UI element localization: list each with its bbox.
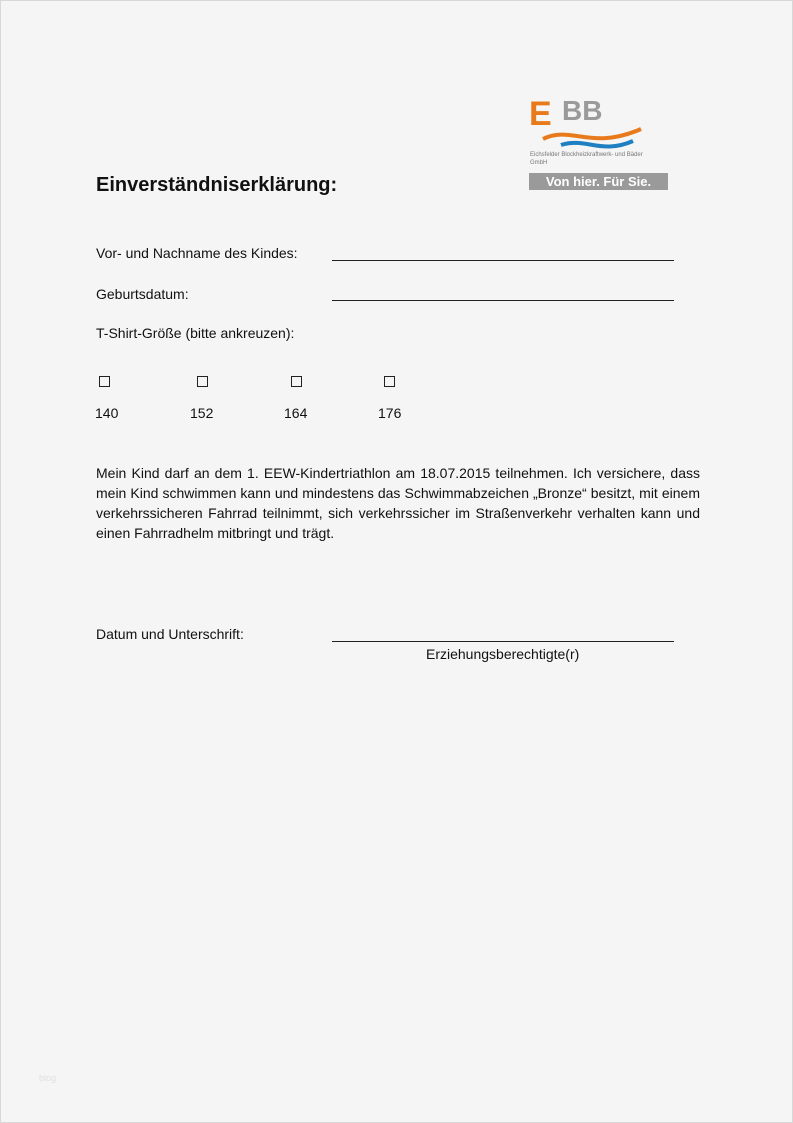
logo-company: Eichsfelder Blockheizkraftwerk- und Bäder GmbH — [530, 152, 643, 166]
signature-caption: Erziehungsberechtigte(r) — [426, 646, 580, 662]
name-label: Vor- und Nachname des Kindes: — [96, 245, 298, 261]
signature-field[interactable] — [332, 627, 674, 642]
shirt-label: T-Shirt-Größe (bitte ankreuzen): — [96, 325, 295, 341]
size-label: 164 — [284, 405, 308, 421]
logo-mark-e: E — [529, 95, 551, 133]
logo-mark-bb: BB — [562, 95, 603, 126]
name-field[interactable] — [332, 246, 674, 261]
watermark: blog — [39, 1073, 57, 1083]
logo-tagline: Von hier. Für Sie. — [529, 173, 668, 190]
logo-wave-icon — [541, 121, 646, 153]
page-title: Einverständniserklärung: — [96, 174, 338, 196]
size-label: 176 — [378, 405, 402, 421]
birth-label: Geburtsdatum: — [96, 286, 189, 302]
signature-label: Datum und Unterschrift: — [96, 626, 244, 642]
size-checkbox-176[interactable] — [384, 376, 395, 387]
size-label: 152 — [190, 405, 214, 421]
size-checkbox-140[interactable] — [99, 376, 110, 387]
size-checkbox-152[interactable] — [197, 376, 208, 387]
birth-field[interactable] — [332, 286, 674, 301]
consent-paragraph: Mein Kind darf an dem 1. EEW-Kindertriathlon am 18.07.2015 teilnehmen. Ich versichere, dass mein Kind schwimmen kann und mindestens das Schwimmabzeichen „Bronze“ besitzt, mit einem verkehrssicheren Fahrrad teilnimmt, sich verkehrssicher im Straßenverkehr verhalten kann und einen Fahrradhelm mitbringt und trägt. — [96, 465, 700, 541]
size-label: 140 — [95, 405, 119, 421]
size-checkbox-164[interactable] — [291, 376, 302, 387]
